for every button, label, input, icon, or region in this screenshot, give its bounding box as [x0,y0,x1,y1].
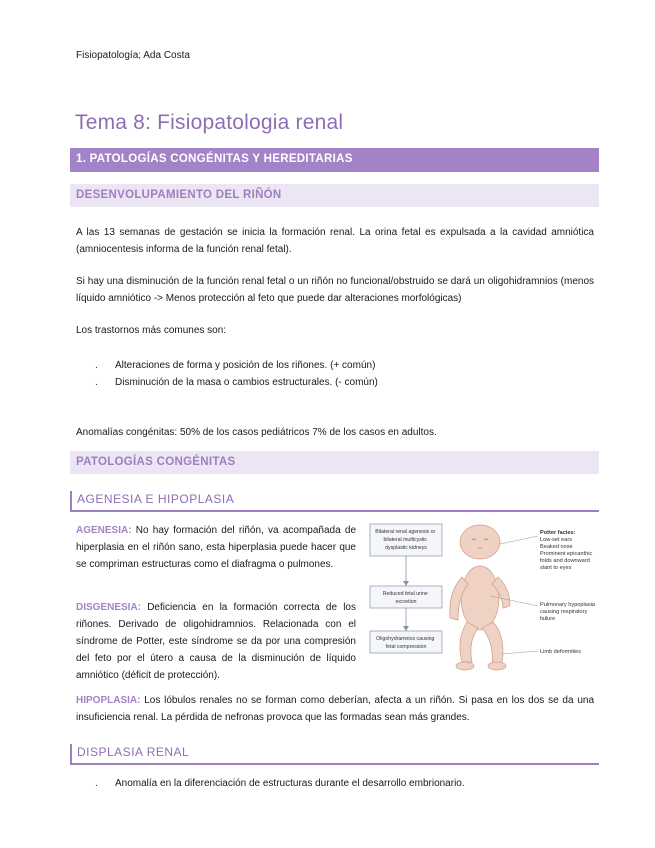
figure-box-agenesis-line: Bilateral renal agenesis or [375,529,436,535]
heading-displasia-renal [70,744,599,765]
page-header: Fisiopatología; Ada Costa [76,50,190,61]
potter-facies-title: Potter facies: [540,530,576,536]
svg-text:Pulmonary hypoplasia cau [540,602,596,622]
infant-illustration [450,525,510,670]
list-item-text: Disminución de la masa o cambios estructurales. (- común) [115,377,378,388]
potter-syndrome-figure [368,522,596,672]
pulmonary-label-line: failure [540,616,556,622]
svg-text:Potter facies: Low-set e [540,530,594,571]
pulmonary-label-line: Pulmonary hypoplasia [540,602,596,608]
figure-box-agenesis-line: bilateral multicystic [383,537,428,543]
paragraph-disgenesia [76,599,356,684]
potter-facies-item: Low-set ears [540,537,573,543]
figure-box-urine-line: Reduced fetal urine [382,591,428,597]
figure-box-oligohydramnios-line: fetal compression [385,644,427,650]
term-hipoplasia: HIPOPLASIA: [76,695,141,706]
figure-leader-line [502,651,538,654]
heading-agenesia-hipoplasia-text: AGENESIA E HIPOPLASIA [77,492,235,506]
subheading-patologias-congenitas [70,451,599,474]
bullet-marker: . [95,360,98,371]
agenesia-text: No hay formación del riñón, va acompañada de hiperplasia en el riñón sano, esta hiperplasia puede hacer que se compriman estructuras como el diafragma o pulmones. [76,525,356,570]
term-disgenesia: DISGENESIA: [76,602,142,613]
paragraph-oligohidramnios: Si hay una disminución de la función renal fetal o un riñón no funcional/obstruido se dará un oligohidramnios (menos líquido amniótico -> Menos protección al feto que puede dar alteraciones morfológicas) [76,276,594,304]
potter-facies-item: slant to eyes [540,565,572,571]
subheading-desenvolupamiento-text: DESENVOLUPAMIENTO DEL RIÑÓN [76,189,282,201]
list-item-text: Alteraciones de forma y posición de los riñones. (+ común) [115,360,376,371]
limb-deformities-label: Limb deformities [540,649,582,655]
pulmonary-label-line: causing respiratory [540,609,588,615]
section-heading-1-text: 1. PATOLOGÍAS CONGÉNITAS Y HEREDITARIAS [76,153,353,165]
hipoplasia-text: Los lóbulos renales no se forman como deberían, afecta a un riñón. Si pasa en los dos se da una insuficiencia renal. La pérdida de nefronas provoca que las formadas sean más grandes. [76,695,594,723]
disgenesia-text: Deficiencia en la formación correcta de los riñones. Derivado de oligohidramnios. Relacionada con el síndrome de Potter, este síndrome se da por una compresión del feto por el útero a causa de la disminución de líquido amniótico (déficit de protección). [76,602,356,681]
list-item-text: Anomalía en la diferenciación de estructuras durante el desarrollo embrionario. [115,778,465,789]
figure-box-oligohydramnios-line: Oligohydramnios causing [376,636,435,642]
subheading-patologias-congenitas-text: PATOLOGÍAS CONGÉNITAS [76,456,236,468]
document-title: Tema 8: Fisiopatologia renal [75,111,344,134]
figure-leader-line [500,536,538,544]
potter-facies-item: Beaked nose [540,544,573,550]
paragraph-formacion-renal: A las 13 semanas de gestación se inicia la formación renal. La orina fetal es expulsada a la cavidad amniótica (amniocentesis informa de la función renal fetal). [76,227,594,255]
bullet-marker: . [95,377,98,388]
potter-facies-item: Prominent epicanthic [540,551,593,557]
heading-displasia-renal-text: DISPLASIA RENAL [77,745,190,759]
heading-agenesia-hipoplasia [70,491,599,512]
figure-box-urine-line: excretion [395,599,417,605]
bullet-marker: . [95,778,98,789]
paragraph-hipoplasia [76,692,594,726]
paragraph-agenesia [76,522,356,573]
subheading-desenvolupamiento [70,184,599,207]
potter-facies-item: folds and downward [540,558,590,564]
paragraph-anomalias: Anomalías congénitas: 50% de los casos pediátricos 7% de los casos en adultos. [76,427,437,438]
figure-box-agenesis-line: dysplastic kidneys [385,545,427,551]
term-agenesia: AGENESIA: [76,525,132,536]
section-heading-1 [70,148,599,172]
figure-arrow-head [403,581,409,586]
figure-arrow-head [403,626,409,631]
paragraph-trastornos: Los trastornos más comunes son: [76,325,227,336]
